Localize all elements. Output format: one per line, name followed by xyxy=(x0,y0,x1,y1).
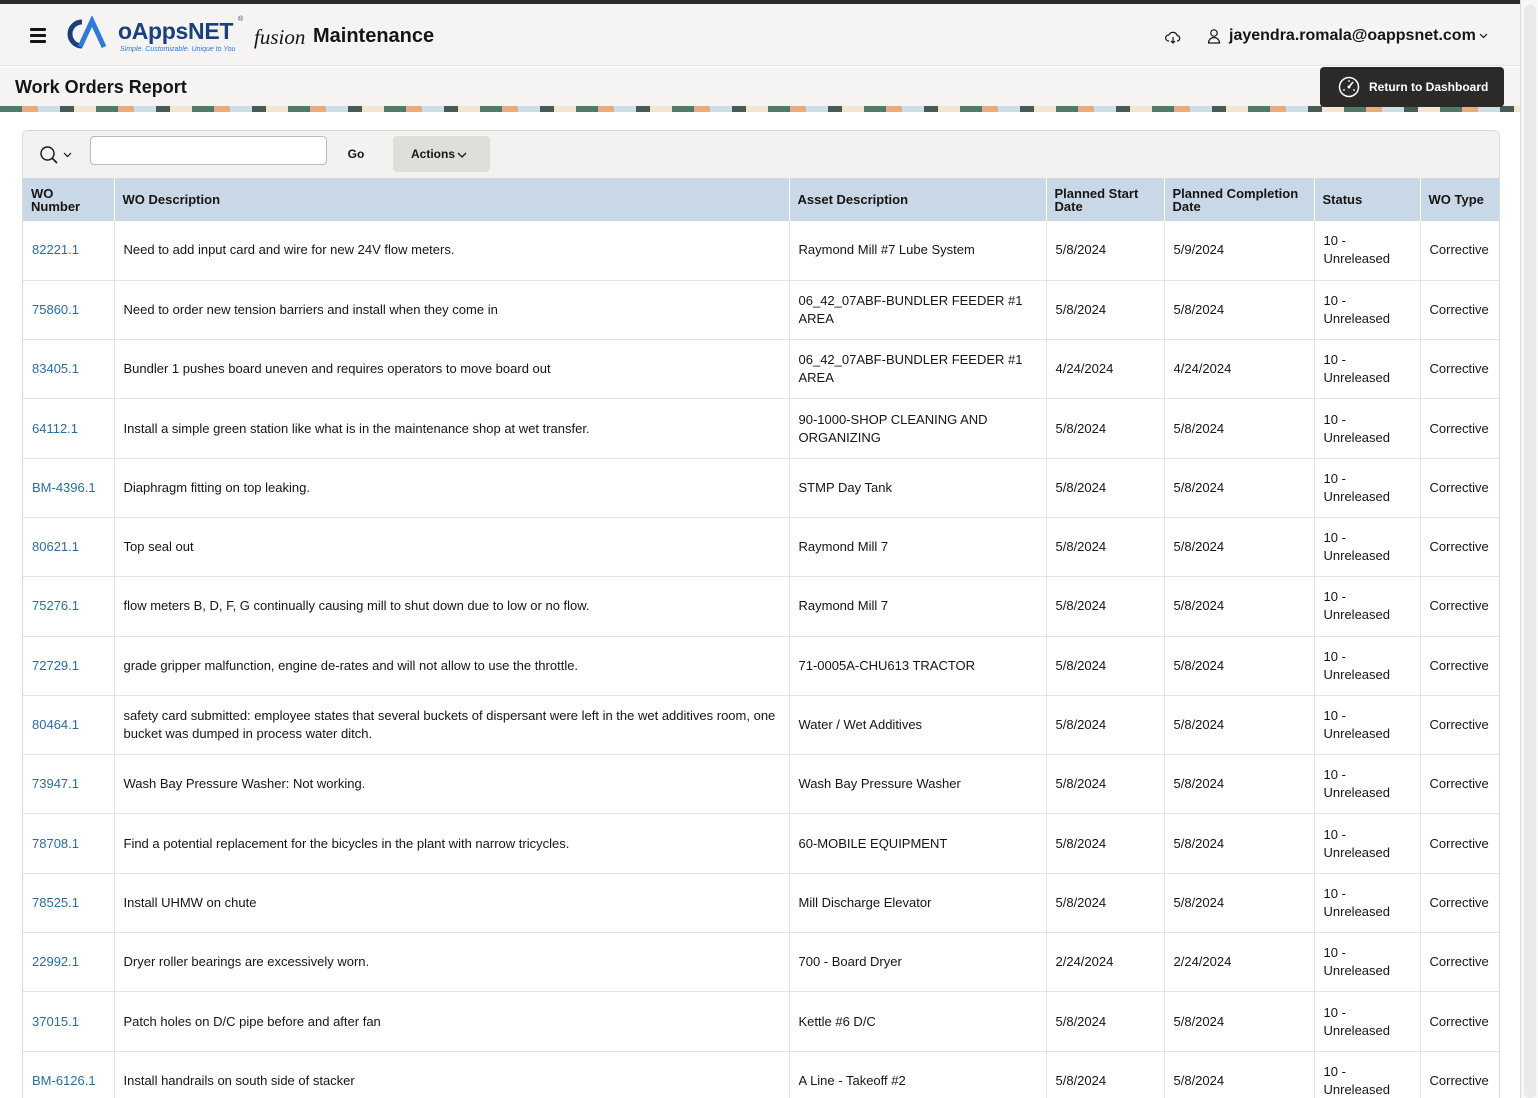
cell-status: 10 - Unreleased xyxy=(1314,755,1420,814)
app-name: Maintenance xyxy=(313,25,435,47)
cell-planned-start-date: 5/8/2024 xyxy=(1046,814,1164,873)
cell-status: 10 - Unreleased xyxy=(1314,636,1420,695)
cell-wo-type: Corrective xyxy=(1420,577,1500,636)
cell-wo-number-link xyxy=(23,458,114,517)
table-body xyxy=(23,221,1500,1098)
cell-wo-number-link xyxy=(23,814,114,873)
cell-wo-description: Bundler 1 pushes board uneven and requires operators to move board out xyxy=(114,340,789,399)
cell-planned-start-date: 5/8/2024 xyxy=(1046,636,1164,695)
cell-wo-description: Dryer roller bearings are excessively worn. xyxy=(114,933,789,992)
cell-asset-description: 700 - Board Dryer xyxy=(789,933,1046,992)
cell-asset-description: 71-0005A-CHU613 TRACTOR xyxy=(789,636,1046,695)
wo-number-link[interactable]: BM-4396.1 xyxy=(32,479,96,495)
cell-wo-number-link xyxy=(23,755,114,814)
report-region xyxy=(22,130,1500,1098)
cell-planned-start-date: 5/8/2024 xyxy=(1046,458,1164,517)
table-row[interactable] xyxy=(23,695,1500,754)
cell-planned-completion-date: 4/24/2024 xyxy=(1164,340,1314,399)
search-column-chevron-icon[interactable] xyxy=(63,152,72,158)
cell-status: 10 - Unreleased xyxy=(1314,873,1420,932)
cell-wo-description: Top seal out xyxy=(114,517,789,576)
cell-wo-number-link xyxy=(23,1051,114,1098)
table-row[interactable] xyxy=(23,280,1500,339)
cell-asset-description: Kettle #6 D/C xyxy=(789,992,1046,1051)
go-button[interactable]: Go xyxy=(347,147,365,161)
cell-planned-completion-date: 5/8/2024 xyxy=(1164,280,1314,339)
wo-number-link[interactable]: BM-6126.1 xyxy=(32,1072,96,1088)
table-row[interactable] xyxy=(23,517,1500,576)
user-email[interactable]: jayendra.romala@oappsnet.com xyxy=(1229,27,1476,44)
cell-wo-description: Need to add input card and wire for new 24V flow meters. xyxy=(114,221,789,280)
table-row[interactable] xyxy=(23,458,1500,517)
wo-number-link[interactable]: 75276.1 xyxy=(32,598,79,614)
cell-wo-description: Install UHMW on chute xyxy=(114,873,789,932)
table-row[interactable] xyxy=(23,755,1500,814)
cell-planned-start-date: 5/8/2024 xyxy=(1046,221,1164,280)
cell-asset-description: Raymond Mill 7 xyxy=(789,577,1046,636)
cell-status: 10 - Unreleased xyxy=(1314,577,1420,636)
cell-wo-number-link xyxy=(23,695,114,754)
cell-wo-description: grade gripper malfunction, engine de-rates and will not allow to use the throttle. xyxy=(114,636,789,695)
cell-planned-completion-date: 5/8/2024 xyxy=(1164,577,1314,636)
wo-number-link[interactable]: 80621.1 xyxy=(32,539,79,555)
cell-wo-number-link xyxy=(23,933,114,992)
cell-wo-number-link xyxy=(23,517,114,576)
table-row[interactable] xyxy=(23,814,1500,873)
speedometer-icon xyxy=(1338,76,1360,98)
wo-number-link[interactable]: 64112.1 xyxy=(32,420,79,436)
vertical-scrollbar[interactable] xyxy=(1520,0,1538,1098)
logo-mark-icon xyxy=(62,16,120,52)
cell-planned-start-date: 5/8/2024 xyxy=(1046,755,1164,814)
cell-asset-description: 60-MOBILE EQUIPMENT xyxy=(789,814,1046,873)
brand-logo[interactable] xyxy=(62,16,252,56)
cell-wo-type: Corrective xyxy=(1420,399,1500,458)
cell-planned-completion-date: 5/8/2024 xyxy=(1164,755,1314,814)
cell-planned-start-date: 2/24/2024 xyxy=(1046,933,1164,992)
cell-planned-completion-date: 5/8/2024 xyxy=(1164,873,1314,932)
cell-planned-start-date: 5/8/2024 xyxy=(1046,399,1164,458)
cell-wo-number-link xyxy=(23,992,114,1051)
cell-wo-description: flow meters B, D, F, G continually causing mill to shut down due to low or no flow. xyxy=(114,577,789,636)
cell-planned-completion-date: 5/8/2024 xyxy=(1164,992,1314,1051)
cell-status: 10 - Unreleased xyxy=(1314,517,1420,576)
wo-number-link[interactable]: 83405.1 xyxy=(32,361,79,377)
page-title-bar xyxy=(0,67,1520,106)
cell-status: 10 - Unreleased xyxy=(1314,695,1420,754)
cell-wo-number-link xyxy=(23,873,114,932)
cell-wo-type: Corrective xyxy=(1420,458,1500,517)
column-header-wo-number[interactable]: WO Number xyxy=(23,178,114,221)
cell-planned-start-date: 5/8/2024 xyxy=(1046,695,1164,754)
cell-wo-type: Corrective xyxy=(1420,695,1500,754)
logo-tagline: Simple. Customizable. Unique to You xyxy=(120,46,236,53)
cell-wo-type: Corrective xyxy=(1420,755,1500,814)
wo-number-link[interactable]: 75860.1 xyxy=(32,301,79,317)
chevron-down-icon[interactable] xyxy=(1479,33,1488,39)
actions-label: Actions xyxy=(411,147,456,161)
cell-status: 10 - Unreleased xyxy=(1314,221,1420,280)
cell-planned-completion-date: 5/8/2024 xyxy=(1164,695,1314,754)
actions-menu-button[interactable] xyxy=(393,136,490,172)
cell-status: 10 - Unreleased xyxy=(1314,280,1420,339)
cell-wo-number-link xyxy=(23,399,114,458)
column-header-wo-description[interactable]: WO Description xyxy=(114,178,789,221)
cloud-sync-icon[interactable] xyxy=(1165,29,1181,45)
cell-wo-description: Need to order new tension barriers and install when they come in xyxy=(114,280,789,339)
cell-wo-number-link xyxy=(23,577,114,636)
table-row[interactable] xyxy=(23,221,1500,280)
cell-status: 10 - Unreleased xyxy=(1314,814,1420,873)
cell-planned-start-date: 5/8/2024 xyxy=(1046,992,1164,1051)
wo-number-link[interactable]: 80464.1 xyxy=(32,717,79,733)
column-header-wo-type[interactable]: WO Type xyxy=(1420,178,1500,221)
table-row[interactable] xyxy=(23,873,1500,932)
table-row[interactable] xyxy=(23,636,1500,695)
search-input[interactable] xyxy=(90,136,327,165)
logo-registered-mark: ® xyxy=(238,16,244,23)
cell-wo-type: Corrective xyxy=(1420,280,1500,339)
cell-wo-type: Corrective xyxy=(1420,517,1500,576)
user-icon xyxy=(1207,28,1221,44)
wo-number-link[interactable]: 37015.1 xyxy=(32,1013,79,1029)
page-title: Work Orders Report xyxy=(15,77,187,97)
wo-number-link[interactable]: 73947.1 xyxy=(32,776,79,792)
cell-status: 10 - Unreleased xyxy=(1314,340,1420,399)
cell-status: 10 - Unreleased xyxy=(1314,933,1420,992)
cell-status: 10 - Unreleased xyxy=(1314,992,1420,1051)
cell-planned-start-date: 5/8/2024 xyxy=(1046,873,1164,932)
column-header-planned-completion-date[interactable]: Planned Completion Date xyxy=(1164,178,1314,221)
table-row[interactable] xyxy=(23,1051,1500,1098)
cell-wo-number-link xyxy=(23,340,114,399)
cell-planned-start-date: 5/8/2024 xyxy=(1046,1051,1164,1098)
table-row[interactable] xyxy=(23,577,1500,636)
search-icon[interactable] xyxy=(39,145,59,165)
wo-number-link[interactable]: 78708.1 xyxy=(32,835,79,851)
cell-wo-description: Patch holes on D/C pipe before and after fan xyxy=(114,992,789,1051)
cell-asset-description: Mill Discharge Elevator xyxy=(789,873,1046,932)
work-orders-table xyxy=(23,178,1500,1098)
cell-wo-number-link xyxy=(23,636,114,695)
wo-number-link[interactable]: 72729.1 xyxy=(32,657,79,673)
return-to-dashboard-button[interactable] xyxy=(1320,67,1504,107)
table-row[interactable] xyxy=(23,933,1500,992)
cell-wo-description: Diaphragm fitting on top leaking. xyxy=(114,458,789,517)
cell-wo-description: Find a potential replacement for the bicycles in the plant with narrow tricycles. xyxy=(114,814,789,873)
cell-wo-description: Install handrails on south side of stacker xyxy=(114,1051,789,1098)
wo-number-link[interactable]: 78525.1 xyxy=(32,894,79,910)
cell-asset-description: Raymond Mill 7 xyxy=(789,517,1046,576)
cell-planned-completion-date: 5/8/2024 xyxy=(1164,399,1314,458)
cell-planned-start-date: 5/8/2024 xyxy=(1046,280,1164,339)
column-header-asset-description[interactable]: Asset Description xyxy=(789,178,1046,221)
column-header-status[interactable]: Status xyxy=(1314,178,1420,221)
cell-wo-type: Corrective xyxy=(1420,992,1500,1051)
cell-wo-type: Corrective xyxy=(1420,340,1500,399)
table-row[interactable] xyxy=(23,340,1500,399)
return-to-dashboard-label: Return to Dashboard xyxy=(1369,80,1489,94)
cell-wo-number-link xyxy=(23,221,114,280)
app-prefix: fusion xyxy=(254,25,306,49)
cell-planned-completion-date: 2/24/2024 xyxy=(1164,933,1314,992)
cell-planned-completion-date: 5/8/2024 xyxy=(1164,636,1314,695)
cell-wo-type: Corrective xyxy=(1420,636,1500,695)
scrollbar-thumb[interactable] xyxy=(1524,4,1536,1098)
cell-asset-description: 06_42_07ABF-BUNDLER FEEDER #1 AREA xyxy=(789,340,1046,399)
cell-asset-description: A Line - Takeoff #2 xyxy=(789,1051,1046,1098)
cell-planned-completion-date: 5/8/2024 xyxy=(1164,458,1314,517)
cell-asset-description: 90-1000-SHOP CLEANING AND ORGANIZING xyxy=(789,399,1046,458)
cell-asset-description: STMP Day Tank xyxy=(789,458,1046,517)
cell-status: 10 - Unreleased xyxy=(1314,399,1420,458)
table-row[interactable] xyxy=(23,399,1500,458)
cell-wo-type: Corrective xyxy=(1420,933,1500,992)
cell-asset-description: Wash Bay Pressure Washer xyxy=(789,755,1046,814)
cell-planned-start-date: 5/8/2024 xyxy=(1046,517,1164,576)
cell-planned-completion-date: 5/8/2024 xyxy=(1164,814,1314,873)
column-header-planned-start-date[interactable]: Planned Start Date xyxy=(1046,178,1164,221)
cell-asset-description: Raymond Mill #7 Lube System xyxy=(789,221,1046,280)
cell-wo-type: Corrective xyxy=(1420,873,1500,932)
cell-planned-completion-date: 5/8/2024 xyxy=(1164,517,1314,576)
cell-asset-description: 06_42_07ABF-BUNDLER FEEDER #1 AREA xyxy=(789,280,1046,339)
cell-asset-description: Water / Wet Additives xyxy=(789,695,1046,754)
decorative-banner xyxy=(0,106,1520,112)
cell-planned-start-date: 4/24/2024 xyxy=(1046,340,1164,399)
cell-wo-type: Corrective xyxy=(1420,221,1500,280)
table-header-row xyxy=(23,178,1500,221)
cell-planned-completion-date: 5/9/2024 xyxy=(1164,221,1314,280)
cell-wo-description: safety card submitted: employee states that several buckets of dispersant were left in the wet additives room, one bucket was dumped in process water ditch. xyxy=(114,695,789,754)
cell-wo-type: Corrective xyxy=(1420,1051,1500,1098)
app-header xyxy=(0,4,1520,66)
menu-icon[interactable] xyxy=(30,28,46,42)
cell-wo-description: Wash Bay Pressure Washer: Not working. xyxy=(114,755,789,814)
cell-wo-type: Corrective xyxy=(1420,814,1500,873)
cell-wo-number-link xyxy=(23,280,114,339)
report-toolbar xyxy=(23,131,1500,179)
cell-planned-start-date: 5/8/2024 xyxy=(1046,577,1164,636)
chevron-down-icon xyxy=(457,152,467,158)
cell-planned-completion-date: 5/8/2024 xyxy=(1164,1051,1314,1098)
cell-status: 10 - Unreleased xyxy=(1314,1051,1420,1098)
table-row[interactable] xyxy=(23,992,1500,1051)
cell-status: 10 - Unreleased xyxy=(1314,458,1420,517)
wo-number-link[interactable]: 22992.1 xyxy=(32,954,79,970)
logo-text: oAppsNET xyxy=(118,18,234,44)
cell-wo-description: Install a simple green station like what is in the maintenance shop at wet transfer. xyxy=(114,399,789,458)
wo-number-link[interactable]: 82221.1 xyxy=(32,242,79,258)
